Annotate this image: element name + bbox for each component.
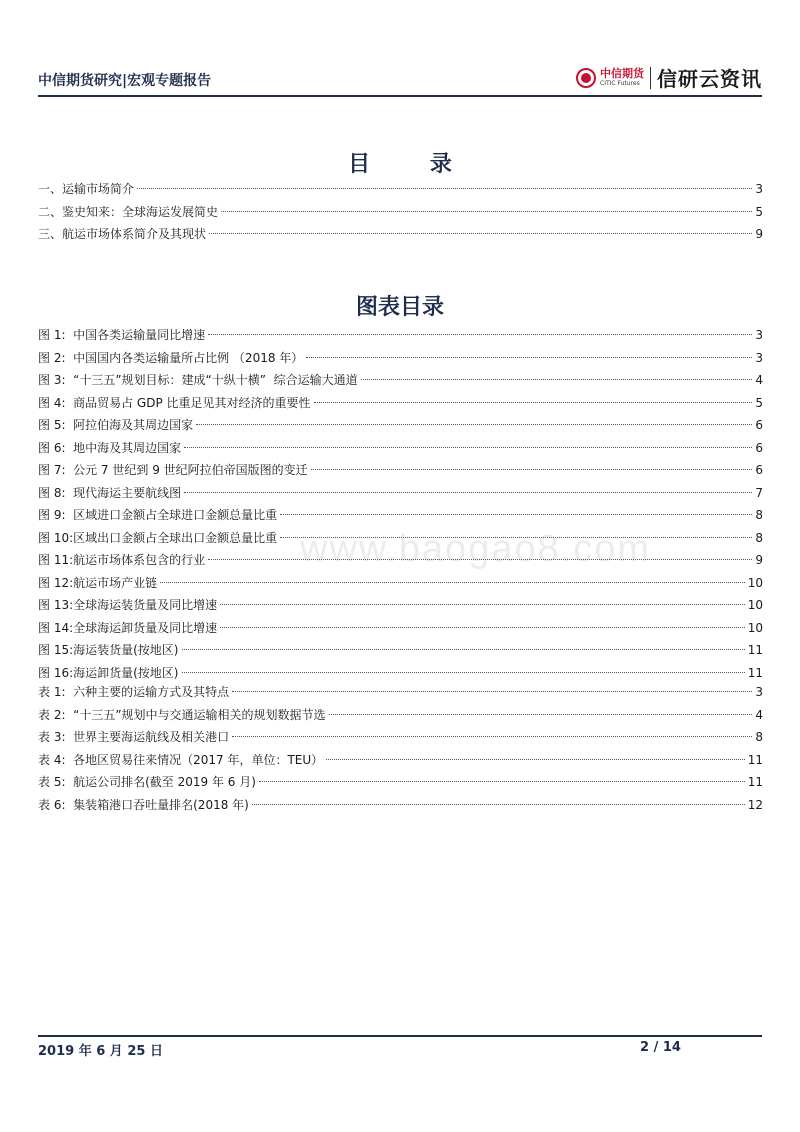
toc-entry[interactable] xyxy=(38,572,763,595)
entry-page: 6 xyxy=(755,418,763,432)
entry-label: 图 8: 现代海运主要航线图 xyxy=(38,485,182,500)
tables-list xyxy=(38,681,763,816)
footer-date: 2019 年 6 月 25 日 xyxy=(38,1044,163,1059)
entry-label: 图 2: 中国国内各类运输量所占比例 （2018 年） xyxy=(38,350,304,365)
entry-page: 10 xyxy=(747,620,763,635)
dot-leader xyxy=(221,211,752,212)
entry-label: 二、鉴史知来：全球海运发展简史 xyxy=(38,204,219,219)
toc-entry[interactable] xyxy=(38,201,763,224)
dot-leader xyxy=(252,804,745,805)
entry-page: 11 xyxy=(747,752,763,767)
entry-page: 11 xyxy=(747,643,763,657)
entry-page: 9 xyxy=(755,227,763,241)
entry-label: 图 12:航运市场产业链 xyxy=(38,575,158,590)
dot-leader xyxy=(196,424,752,425)
entry-page: 8 xyxy=(755,730,763,744)
entry-page: 4 xyxy=(755,707,763,722)
toc-entry[interactable] xyxy=(38,771,763,794)
toc-entry[interactable] xyxy=(38,749,763,772)
logo-text xyxy=(600,68,644,87)
entry-page: 4 xyxy=(755,373,763,387)
dot-leader xyxy=(259,781,745,782)
toc-entry[interactable] xyxy=(38,324,763,347)
toc-entry[interactable] xyxy=(38,681,763,704)
logo-cn: 中信期货 xyxy=(600,67,644,80)
entry-label: 图 4: 商品贸易占 GDP 比重足见其对经济的重要性 xyxy=(38,395,311,410)
toc-entry[interactable] xyxy=(38,726,763,749)
dot-leader xyxy=(314,402,752,403)
dot-leader xyxy=(306,357,752,358)
citic-seal-icon xyxy=(576,68,596,88)
toc-list xyxy=(38,178,763,246)
entry-label: 表 1: 六种主要的运输方式及其特点 xyxy=(38,685,230,699)
logo-separator xyxy=(650,67,651,89)
header-rule xyxy=(38,95,762,97)
dot-leader xyxy=(160,582,745,583)
entry-label: 图 15:海运装货量(按地区) xyxy=(38,643,179,657)
toc-entry[interactable] xyxy=(38,392,763,415)
toc-entry[interactable] xyxy=(38,794,763,817)
entry-page: 5 xyxy=(755,395,763,410)
dot-leader xyxy=(137,188,752,189)
toc-entry[interactable] xyxy=(38,482,763,505)
entry-label: 表 5: 航运公司排名(截至 2019 年 6 月) xyxy=(38,775,256,789)
dot-leader xyxy=(220,627,745,628)
dot-leader xyxy=(280,514,752,515)
entry-label: 三、航运市场体系简介及其现状 xyxy=(38,227,207,241)
dot-leader xyxy=(232,736,752,737)
toc-entry[interactable] xyxy=(38,594,763,617)
entry-page: 12 xyxy=(747,797,763,812)
dot-leader xyxy=(329,714,752,715)
dot-leader xyxy=(182,649,745,650)
toc-entry[interactable] xyxy=(38,223,763,246)
entry-page: 10 xyxy=(747,575,763,590)
entry-page: 10 xyxy=(747,598,763,612)
entry-label: 图 13:全球海运装货量及同比增速 xyxy=(38,598,218,612)
watermark: www.baogao8.com xyxy=(300,528,652,570)
entry-page: 7 xyxy=(755,485,763,500)
entry-label: 表 3: 世界主要海运航线及相关港口 xyxy=(38,730,230,744)
figures-list xyxy=(38,324,763,684)
entry-label: 表 2: “十三五”规划中与交通运输相关的规划数据节选 xyxy=(38,707,326,722)
brand-logo xyxy=(576,63,762,92)
dot-leader xyxy=(182,672,745,673)
entry-page: 3 xyxy=(755,182,763,196)
entry-page: 6 xyxy=(755,440,763,455)
dot-leader xyxy=(361,379,752,380)
entry-label: 图 16:海运卸货量(按地区) xyxy=(38,665,179,680)
dot-leader xyxy=(184,447,752,448)
entry-page: 11 xyxy=(747,775,763,789)
entry-label: 图 10:区域出口金额占全球出口金额总量比重 xyxy=(38,530,278,545)
report-label: 中信期货研究|宏观专题报告 xyxy=(38,73,212,89)
dot-leader xyxy=(220,604,745,605)
entry-label: 图 9: 区域进口金额占全球进口金额总量比重 xyxy=(38,508,278,522)
entry-page: 8 xyxy=(755,530,763,545)
toc-entry[interactable] xyxy=(38,369,763,392)
dot-leader xyxy=(209,233,752,234)
entry-page: 3 xyxy=(755,328,763,342)
toc-entry[interactable] xyxy=(38,639,763,662)
dot-leader xyxy=(326,759,745,760)
entry-label: 表 4: 各地区贸易往来情况（2017 年，单位：TEU） xyxy=(38,752,324,767)
toc-entry[interactable] xyxy=(38,178,763,201)
entry-label: 图 11:航运市场体系包含的行业 xyxy=(38,553,206,567)
dot-leader xyxy=(208,334,752,335)
entry-label: 图 14:全球海运卸货量及同比增速 xyxy=(38,620,218,635)
entry-label: 图 5: 阿拉伯海及其周边国家 xyxy=(38,418,194,432)
dot-leader xyxy=(232,691,752,692)
logo-en: CITIC Futures xyxy=(600,80,640,87)
entry-label: 一、运输市场简介 xyxy=(38,182,135,196)
toc-entry[interactable] xyxy=(38,414,763,437)
entry-label: 图 6: 地中海及其周边国家 xyxy=(38,440,182,455)
toc-title: 目 录 xyxy=(348,152,478,177)
entry-page: 11 xyxy=(747,665,763,680)
footer-rule xyxy=(38,1035,762,1037)
entry-page: 3 xyxy=(755,350,763,365)
entry-page: 5 xyxy=(755,204,763,219)
footer-page-number: 2 / 14 xyxy=(640,1040,681,1055)
brand-name: 信研云资讯 xyxy=(657,67,762,91)
entry-page: 6 xyxy=(755,463,763,477)
entry-page: 3 xyxy=(755,685,763,699)
toc-entry[interactable] xyxy=(38,504,763,527)
dot-leader xyxy=(311,469,752,470)
entry-label: 图 1: 中国各类运输量同比增速 xyxy=(38,328,206,342)
toc-entry[interactable] xyxy=(38,347,763,370)
dot-leader xyxy=(184,492,752,493)
figures-title: 图表目录 xyxy=(355,295,444,320)
toc-entry[interactable] xyxy=(38,704,763,727)
toc-entry[interactable] xyxy=(38,459,763,482)
toc-entry[interactable] xyxy=(38,437,763,460)
entry-label: 图 3: “十三五”规划目标：建成“十纵十横” 综合运输大通道 xyxy=(38,373,358,387)
entry-page: 8 xyxy=(755,508,763,522)
toc-entry[interactable] xyxy=(38,617,763,640)
page-header xyxy=(38,60,762,94)
entry-page: 9 xyxy=(755,553,763,567)
entry-label: 表 6: 集装箱港口吞吐量排名(2018 年) xyxy=(38,797,249,812)
entry-label: 图 7: 公元 7 世纪到 9 世纪阿拉伯帝国版图的变迁 xyxy=(38,463,308,477)
